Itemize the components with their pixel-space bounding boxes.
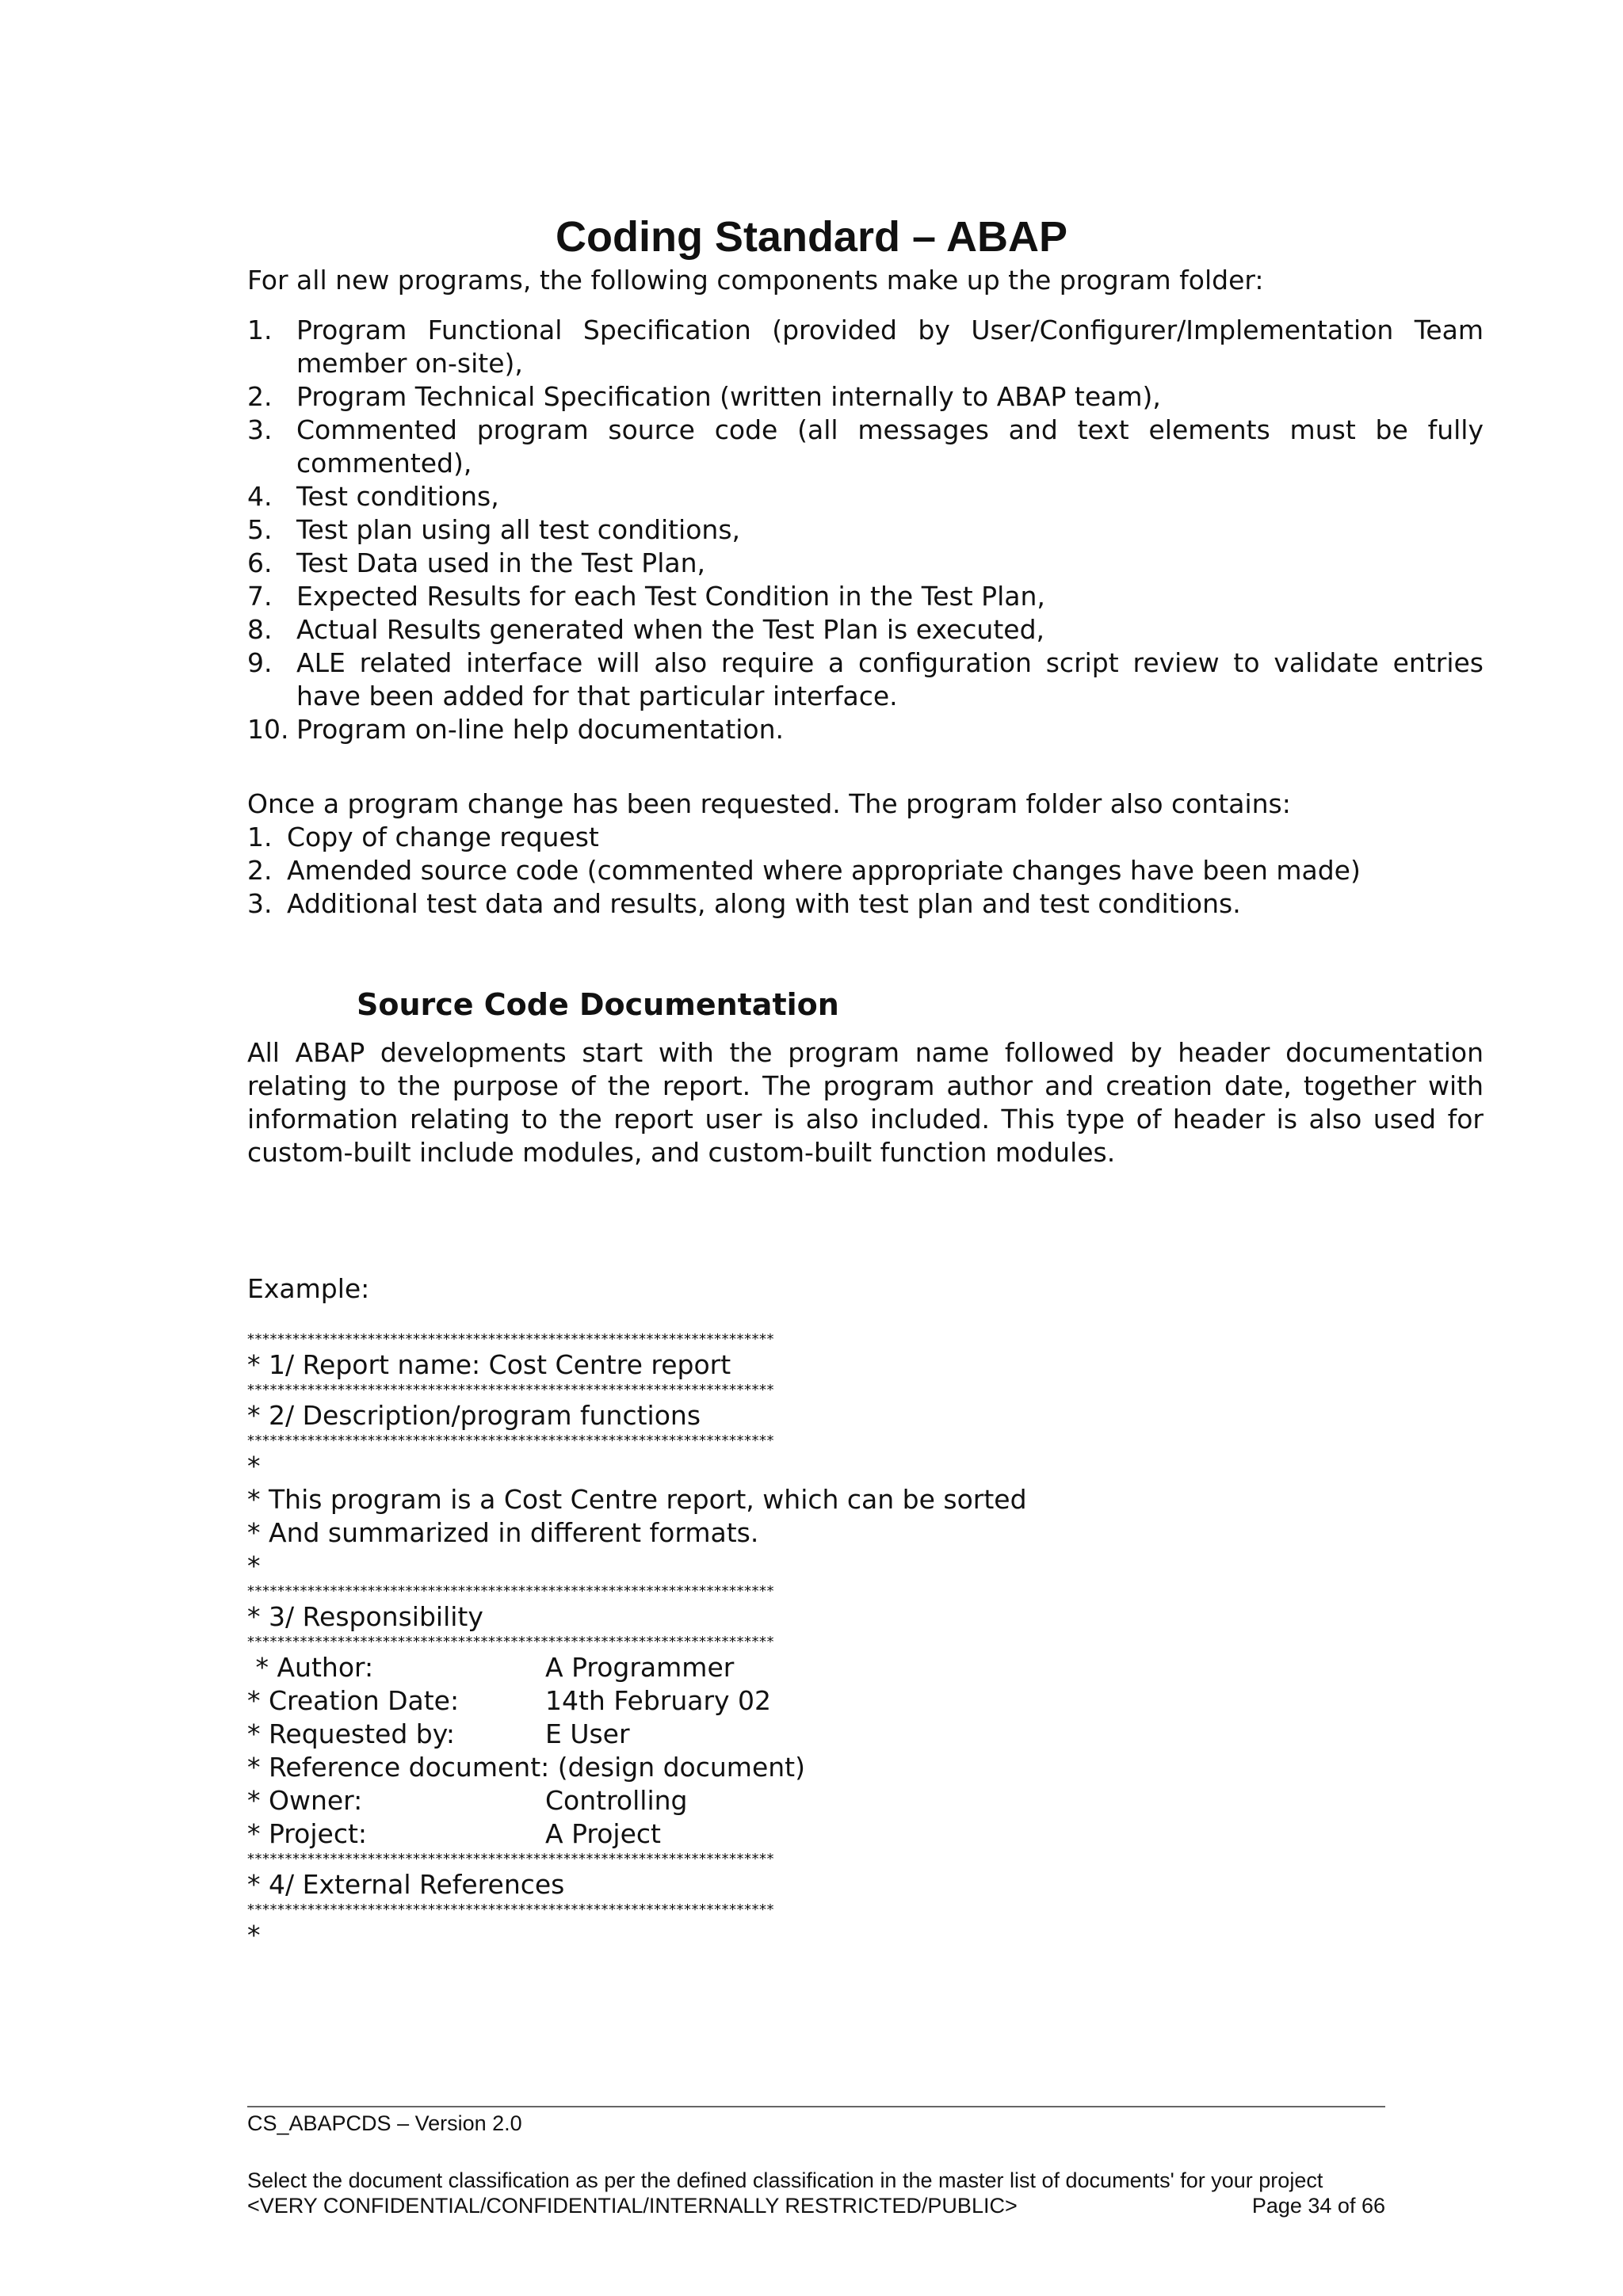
asterisk-rule: ********************************************************************** xyxy=(247,1634,774,1650)
code-field-creation-date xyxy=(247,1684,1484,1718)
code-field-owner xyxy=(247,1784,1484,1817)
list-number: 8. xyxy=(247,614,273,645)
field-value: 14th February 02 xyxy=(545,1685,772,1716)
list-item xyxy=(247,713,1484,746)
list-item xyxy=(247,380,1484,414)
list-item xyxy=(247,613,1484,646)
asterisk-rule: ********************************************************************** xyxy=(247,1851,774,1867)
section-paragraph: All ABAP developments start with the program name followed by header documentation relating to the purpose of the report. The program author and creation date, together with information relating to the report user is also included. This type of header is also used for custom-built include modules, and custom-built function modules. xyxy=(247,1037,1484,1168)
list-item xyxy=(247,887,1484,921)
list-number: 5. xyxy=(247,514,273,545)
list-item xyxy=(247,646,1484,713)
list-text: Expected Results for each Test Condition in the Test Plan, xyxy=(296,581,1045,612)
list-item xyxy=(247,821,1484,854)
asterisk-rule: ********************************************************************** xyxy=(247,1331,774,1348)
footer-bottom-row xyxy=(247,2193,1385,2218)
list-number: 6. xyxy=(247,547,273,578)
field-key: * Creation Date: xyxy=(247,1685,460,1716)
field-key: * Requested by: xyxy=(247,1718,455,1749)
list-item xyxy=(247,314,1484,380)
list-number: 10. xyxy=(247,714,289,745)
list-number: 2. xyxy=(247,381,273,412)
list-item xyxy=(247,580,1484,613)
list-text: Test conditions, xyxy=(296,481,499,512)
list-item xyxy=(247,480,1484,513)
list-text: Test Data used in the Test Plan, xyxy=(296,547,705,578)
field-value: A Project xyxy=(545,1818,661,1849)
list-text: ALE related interface will also require a configuration script review to validate entries have been added for that particular interface. xyxy=(296,647,1484,711)
page-title: Coding Standard – ABAP xyxy=(555,213,1068,261)
footer-doc-id: CS_ABAPCDS – Version 2.0 xyxy=(247,2111,522,2135)
list-number: 2. xyxy=(247,855,273,886)
asterisk-rule: ********************************************************************** xyxy=(247,1901,774,1918)
footer-divider xyxy=(247,2106,1385,2107)
list-number: 4. xyxy=(247,481,273,512)
code-field-requested-by xyxy=(247,1718,1484,1751)
code-line: * 2/ Description/program functions xyxy=(247,1400,701,1431)
list-number: 3. xyxy=(247,888,273,919)
footer-classification-note: Select the document classification as per the defined classification in the master list of documents' for your project xyxy=(247,2168,1323,2192)
footer-classification-options: <VERY CONFIDENTIAL/CONFIDENTIAL/INTERNALLY RESTRICTED/PUBLIC> xyxy=(247,2194,1018,2218)
page-number: Page 34 of 66 xyxy=(1251,2194,1385,2218)
list-item xyxy=(247,513,1484,547)
field-key: * Author: xyxy=(247,1652,374,1683)
list-item xyxy=(247,547,1484,580)
change-intro-text: Once a program change has been requested. The program folder also contains: xyxy=(247,788,1291,819)
code-field-reference: * Reference document: (design document) xyxy=(247,1752,805,1783)
list-text: Program Technical Specification (written internally to ABAP team), xyxy=(296,381,1161,412)
code-line: * xyxy=(247,1920,261,1951)
list-number: 1. xyxy=(247,822,273,852)
asterisk-rule: ********************************************************************** xyxy=(247,1382,774,1398)
field-value: E User xyxy=(545,1718,630,1749)
code-line: * 4/ External References xyxy=(247,1869,565,1900)
list-number: 7. xyxy=(247,581,273,612)
field-value: A Programmer xyxy=(545,1652,735,1683)
intro-text: For all new programs, the following components make up the program folder: xyxy=(247,265,1264,296)
section-heading: Source Code Documentation xyxy=(357,987,839,1022)
field-key: * Project: xyxy=(247,1818,368,1849)
field-value: Controlling xyxy=(545,1785,688,1816)
code-field-author xyxy=(247,1651,1484,1684)
list-text: Amended source code (commented where appropriate changes have been made) xyxy=(287,855,1361,886)
asterisk-rule: ********************************************************************** xyxy=(247,1583,774,1600)
list-text: Actual Results generated when the Test Plan is executed, xyxy=(296,614,1045,645)
code-line: * And summarized in different formats. xyxy=(247,1517,759,1548)
list-text: Program on-line help documentation. xyxy=(296,714,785,745)
list-text: Copy of change request xyxy=(287,822,599,852)
components-list xyxy=(247,314,1484,746)
asterisk-rule: ********************************************************************** xyxy=(247,1432,774,1449)
code-line: * xyxy=(247,1451,261,1482)
code-line: * This program is a Cost Centre report, which can be sorted xyxy=(247,1484,1027,1515)
code-example xyxy=(247,1331,1484,1952)
code-line: * xyxy=(247,1550,261,1581)
list-number: 9. xyxy=(247,647,273,678)
list-text: Program Functional Specification (provided by User/Configurer/Implementation Team member on-site), xyxy=(296,315,1484,379)
list-number: 3. xyxy=(247,414,273,445)
list-text: Test plan using all test conditions, xyxy=(296,514,741,545)
list-number: 1. xyxy=(247,315,273,345)
code-line: * 3/ Responsibility xyxy=(247,1601,483,1632)
list-text: Additional test data and results, along with test plan and test conditions. xyxy=(287,888,1241,919)
field-key: * Owner: xyxy=(247,1785,363,1816)
code-line: * 1/ Report name: Cost Centre report xyxy=(247,1349,731,1380)
list-item xyxy=(247,414,1484,480)
example-label: Example: xyxy=(247,1273,370,1304)
list-text: Commented program source code (all messages and text elements must be fully commented), xyxy=(296,414,1484,479)
code-field-project xyxy=(247,1817,1484,1851)
list-item xyxy=(247,854,1484,887)
change-items-list xyxy=(247,821,1484,921)
